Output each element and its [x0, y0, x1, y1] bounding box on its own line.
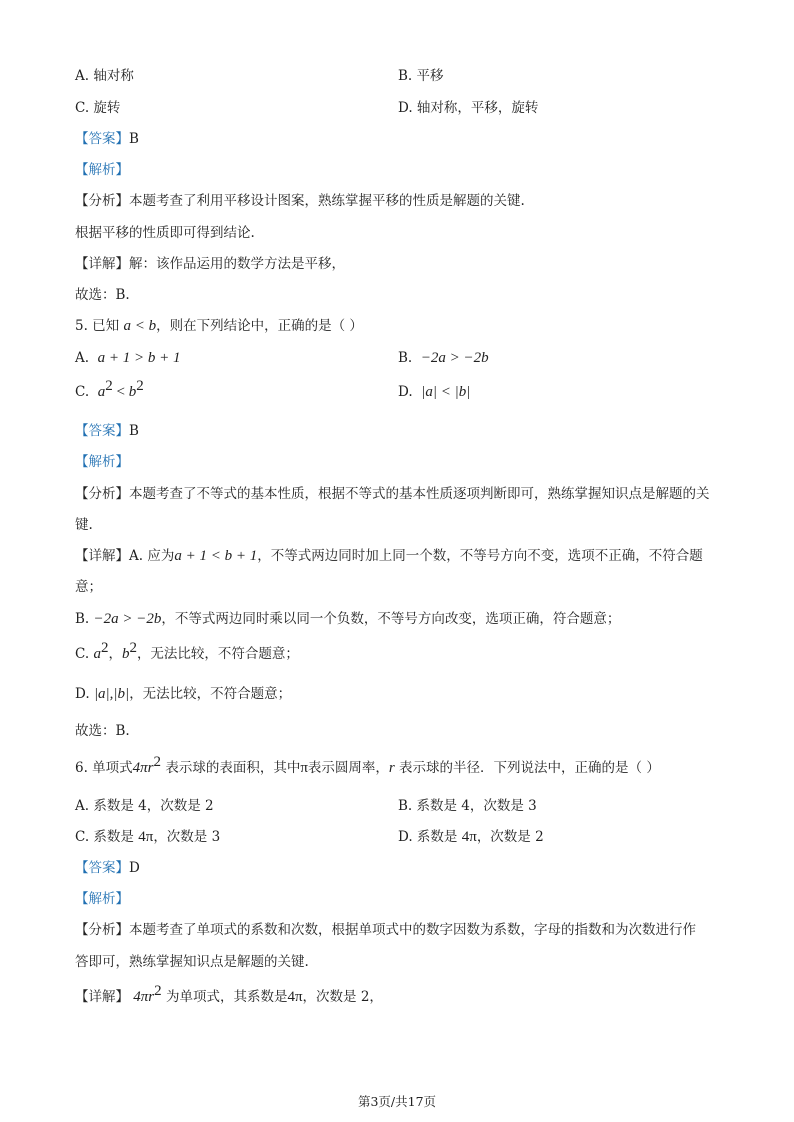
option-math: |a| < |b| — [421, 384, 471, 400]
q4-option-d: D. 轴对称，平移，旋转 — [398, 100, 539, 116]
q4-option-b: B. 平移 — [398, 68, 444, 84]
q6-option-c — [75, 828, 220, 846]
option-label: D. — [398, 384, 413, 400]
exponent: 2 — [153, 754, 162, 770]
option-post: ，次数是 3 — [153, 829, 221, 845]
xiangjie-tag: 【详解】 — [75, 989, 129, 1005]
fenxi-text: 本题考查了不等式的基本性质，根据不等式的基本性质逐项判断即可，熟练掌握知识点是解题的关 — [129, 486, 710, 502]
q6-option-b: B. 系数是 4，次数是 3 — [398, 798, 537, 814]
q4-jiexi-tag: 【解析】 — [75, 162, 129, 178]
q6-fenxi-2: 答即可，熟练掌握知识点是解题的关键. — [75, 954, 309, 970]
option-pre: C. 系数是 — [75, 829, 134, 845]
q5-guxuan: 故选：B. — [75, 723, 130, 739]
xiangjie-b-post: ，不等式两边同时乘以同一个负数，不等号方向改变，选项正确，符合题意； — [161, 611, 621, 627]
q4-fenxi-2: 根据平移的性质即可得到结论. — [75, 225, 255, 241]
q6-fenxi — [75, 921, 696, 939]
q6-stem-math: 4πr — [132, 760, 154, 776]
xiangjie-a-pre: A. 应为 — [129, 548, 175, 564]
pi-symbol: π — [300, 760, 308, 776]
option-label: C. — [75, 384, 90, 400]
xiangjie-d-math: |a|,|b| — [93, 686, 130, 702]
q4-option-a: A. 轴对称 — [75, 68, 134, 84]
option-post: ，次数是 2 — [476, 829, 544, 845]
xiangjie-mid: 为单项式，其系数是 — [165, 989, 288, 1005]
q5-stem-pre: 5. 已知 — [75, 318, 120, 334]
xiangjie-d-post: ，无法比较，不符合题意； — [129, 686, 292, 702]
xiangjie-b-math: −2a > −2b — [93, 611, 162, 627]
q5-option-c — [75, 378, 144, 401]
q6-xiangjie — [75, 983, 383, 1006]
fenxi-tag: 【分析】 — [75, 486, 129, 502]
option-math: 4π — [461, 829, 477, 845]
option-label: B. — [398, 350, 413, 366]
answer-tag: 【答案】 — [75, 131, 129, 147]
option-math-a: a — [97, 384, 106, 400]
q5-stem-post: ，则在下列结论中，正确的是（ ） — [156, 318, 363, 334]
q5-xiangjie-a-2: 意； — [75, 579, 102, 595]
q5-xiangjie-d — [75, 685, 291, 703]
xiangjie-text: 解：该作品运用的数学方法是平移， — [129, 256, 345, 272]
exponent: 2 — [105, 378, 113, 394]
q6-stem-pre: 6. 单项式 — [75, 760, 133, 776]
answer-value: D — [129, 860, 140, 876]
xiangjie-c-sep: ， — [108, 646, 122, 662]
option-math: −2a > −2b — [420, 350, 489, 366]
option-label: A. — [75, 350, 90, 366]
q5-xiangjie-b — [75, 610, 620, 628]
xiangjie-c-post: ，无法比较，不符合题意； — [136, 646, 299, 662]
xiangjie-c-a: a — [93, 646, 101, 662]
xiangjie-c-b: b — [121, 646, 130, 662]
q6-stem — [75, 754, 660, 777]
q6-option-a: A. 系数是 4，次数是 2 — [75, 798, 214, 814]
q5-xiangjie-a — [75, 547, 703, 565]
q4-option-c: C. 旋转 — [75, 100, 121, 116]
q5-option-b — [398, 349, 489, 367]
exponent: 2 — [154, 983, 162, 999]
exponent: 2 — [129, 640, 137, 656]
q5-jiexi-tag: 【解析】 — [75, 454, 129, 470]
xiangjie-b-pre: B. — [75, 611, 94, 627]
q5-fenxi-2: 键. — [75, 517, 93, 533]
q6-stem-mid: 表示球的表面积，其中 — [165, 760, 301, 776]
answer-tag: 【答案】 — [75, 860, 129, 876]
q4-fenxi — [75, 192, 525, 210]
fenxi-text: 本题考查了单项式的系数和次数，根据单项式中的数字因数为系数，字母的指数和为次数进行作 — [129, 922, 696, 938]
exponent: 2 — [100, 640, 109, 656]
xiangjie-a-math: a + 1 < b + 1 — [174, 548, 258, 564]
xiangjie-math: 4πr — [133, 989, 155, 1005]
xiangjie-tag: 【详解】 — [75, 548, 129, 564]
lt-sign: < — [112, 384, 129, 400]
fenxi-tag: 【分析】 — [75, 193, 129, 209]
option-math: 4π — [138, 829, 154, 845]
option-math: a + 1 > b + 1 — [97, 350, 181, 366]
xiangjie-a-post: ，不等式两边同时加上同一个数，不等号方向不变，选项不正确，不符合题 — [257, 548, 703, 564]
q5-option-a — [75, 349, 181, 367]
q6-stem-post: 表示球的半径．下列说法中，正确的是（ ） — [399, 760, 660, 776]
q5-stem-math: a < b — [123, 318, 157, 334]
answer-tag: 【答案】 — [75, 423, 129, 439]
q6-answer — [75, 859, 140, 877]
answer-value: B — [129, 131, 139, 147]
q6-option-d — [398, 828, 544, 846]
option-math-b: b — [128, 384, 137, 400]
r-symbol: r — [388, 760, 395, 776]
q5-stem — [75, 317, 363, 335]
q5-answer — [75, 422, 139, 440]
fenxi-tag: 【分析】 — [75, 922, 129, 938]
page-footer: 第3页/共17页 — [357, 1094, 437, 1109]
xiangjie-math-2: 4π — [287, 989, 303, 1005]
q6-stem-mid2: 表示圆周率， — [307, 760, 389, 776]
fenxi-text: 本题考查了利用平移设计图案，熟练掌握平移的性质是解题的关键. — [129, 193, 525, 209]
exponent: 2 — [136, 378, 144, 394]
q6-jiexi-tag: 【解析】 — [75, 891, 129, 907]
q4-answer — [75, 130, 139, 148]
q4-xiangjie — [75, 255, 345, 273]
q4-guxuan: 故选：B. — [75, 287, 130, 303]
xiangjie-c-pre: C. — [75, 646, 94, 662]
q5-option-d — [398, 383, 470, 401]
xiangjie-tag: 【详解】 — [75, 256, 129, 272]
option-pre: D. 系数是 — [398, 829, 458, 845]
xiangjie-d-pre: D. — [75, 686, 94, 702]
q5-fenxi — [75, 485, 710, 503]
q5-xiangjie-c — [75, 640, 299, 663]
answer-value: B — [129, 423, 139, 439]
xiangjie-post: ，次数是 2， — [302, 989, 383, 1005]
